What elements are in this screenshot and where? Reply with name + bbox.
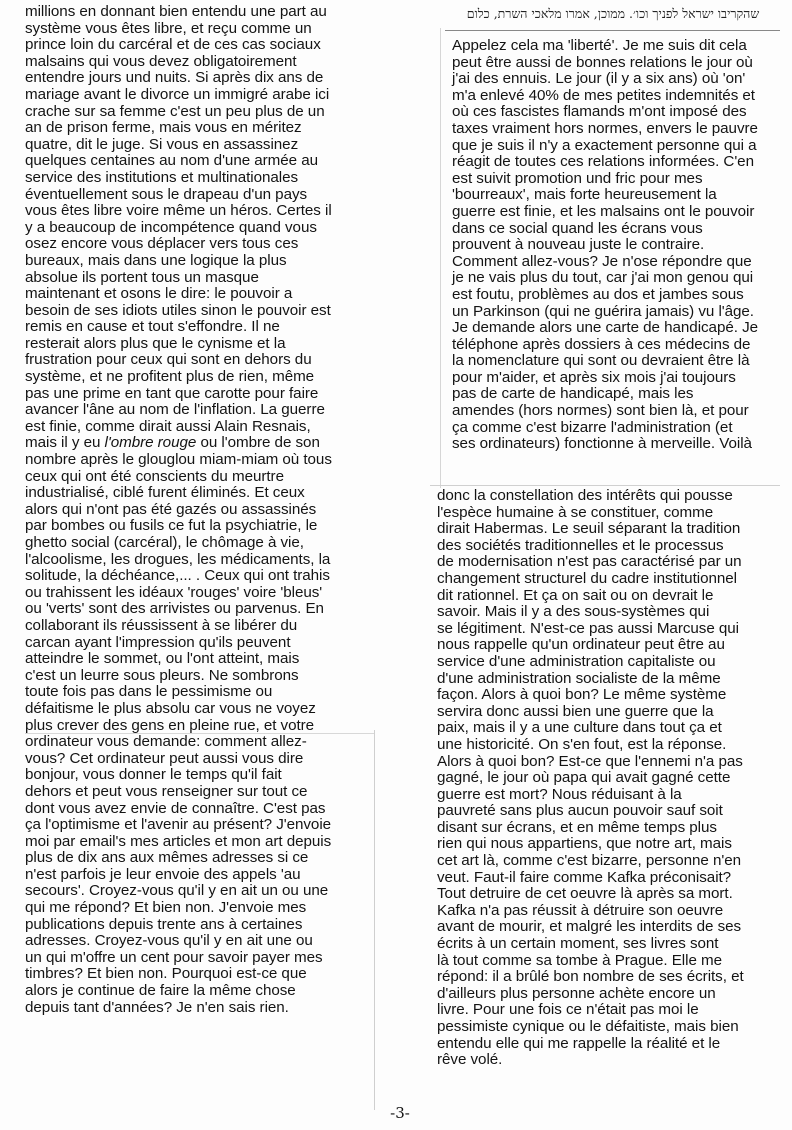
paste-seam-right [430, 485, 780, 486]
hebrew-header-line: שהקריבו ישראל לפניך וכו׳. ממוכן, אמרו מלאכי השרת, כלום [466, 6, 760, 21]
left-text-part-1: millions en donnant bien entendu une part au système vous êtes libre, et reçu comme un prince loin du carcéral et de ces cas sociaux malsains qui vous devez obligatoirement entendre jours und nuits. Si après dix ans de mariage avant le divorce un immigré arabe ici crache sur sa femme c'est un peu plus de un an de prison ferme, mais vous en méritez quatre, dit le juge. Si vous en assassinez quelques centaines au nom d'une armée au service des institutions et multinationales éventuellement sous le drapeau d'un pays vous êtes libre voire même un héros. Certes il y a beaucoup de incompétence quand vous osez encore vous déplacer vers tous ces bureaux, mais dans une logique la plus absolue ils portent tous un masque maintenant et osons le dire: le pouvoir a besoin de ses idiots utiles sinon le pouvoir est remis en cause et tout s'effondre. Il ne resterait alors plus que le cynisme et la frustration pour ceux qui sont en dehors du système, et ne profitent plus de rien, même pas une prime en tant que carotte pour faire avancer l'âne au nom de l'inflation. La guerre est finie, comme dirait aussi Alain Resnais, mais il y eu [25, 3, 332, 452]
italic-film-title: l'ombre rouge [104, 434, 197, 452]
right-column-top [452, 38, 782, 453]
left-column-paragraph [25, 4, 385, 1016]
page-number: -3- [390, 1104, 410, 1122]
right-column-bottom [437, 488, 782, 1069]
left-text-part-2: ou l'ombre de son nombre après le glouglou miam-miam où tous ceux qui ont été conscients du meurtre industrialisé, ciblé furent éliminés. Et ceux alors qui n'ont pas été gazés ou assassinés par bombes ou fusils ce fut la psychiatrie, le ghetto social (carcéral), le chômage à vie, l'alcoolisme, les drogues, les médicaments, la solitude, la déchéance,... . Ceux qui ont trahis ou trahissent les idéaux 'rouges' voire 'bleus' ou 'verts' sont des arrivistes ou parvenus. En collaborant ils réussissent à se libérer du carcan ayant l'impression qu'ils peuvent atteindre le sommet, ou l'ont atteint, mais c'est un leurre sous pleurs. Ne sombrons toute fois pas dans le pessimisme ou défaitisme le plus absolu car vous ne voyez plus crever des gens en pleine rue, et votre ordinateur vous demande: comment allez- vous? Cet ordinateur peut aussi vous dire bonjour, vous donner le temps qu'il fait dehors et peut vous renseigner sur tout ce dont vous avez envie de connaître. C'est pas ça l'optimisme et l'avenir au présent? J'envoie moi par email's mes articles et mon art depuis plus de dix ans aux mêmes adresses si ce n'est parfois je leur envoie des appels 'au secours'. Croyez-vous qu'il y en ait un ou une qui me répond? Et bien non. J'envoie mes publications depuis trente ans à certaines adresses. Croyez-vous qu'il y en ait une ou un qui m'offre un cent pour savoir payer mes timbres? Et bien non. Pourquoi est-ce que alors je continue de faire la même chose depuis tant d'années? Je n'en sais rien. [25, 434, 332, 1016]
column-divider-right [440, 28, 441, 488]
right-bottom-paragraph: donc la constellation des intérêts qui pousse l'espèce humaine à se constituer, comme dirait Habermas. Le seuil séparant la tradition des sociétés traditionnelles et le processus de modernisation n'est pas caractérisé par un changement structurel du cadre institutionnel dit rationnel. Et ça on sait ou on devrait le savoir. Mais il y a des sous-systèmes qui se légitiment. N'est-ce pas aussi Marcuse qui nous rappelle qu'un ordinateur peut être au service d'une administration capitaliste ou d'une administration socialiste de la même façon. Alors à quoi bon? Le même système servira donc aussi bien une guerre que la paix, mais il y a une culture dans tout ça et une historicité. On s'en fout, est la réponse. Alors à quoi bon? Est-ce que l'ennemi n'a pas gagné, le jour où papa qui avait gagné cette guerre est mort? Nous réduisant à la pauvreté sans plus aucun pouvoir sauf soit disant sur écrans, et en même temps plus rien qui nous appartiens, que notre art, mais cet art là, comme c'est bizarre, personne n'en veut. Faut-il faire comme Kafka préconisait? Tout detruire de cet oeuvre là après sa mort. Kafka n'a pas réussit à détruire son oeuvre avant de mourir, et malgré les interdits de ses écrits à un certain moment, ses livres sont là tout comme sa tombe à Prague. Elle me répond: il a brûlé bon nombre de ses écrits, et d'ailleurs plus personne achète encore un livre. Pour une fois ce n'était pas moi le pessimiste cynique ou le défaitiste, mais bien entendu elle qui me rappelle la réalité et le rêve volé. [437, 487, 744, 1069]
left-column [25, 4, 385, 1016]
header-rule [445, 30, 780, 31]
right-top-paragraph: Appelez cela ma 'liberté'. Je me suis dit cela peut être aussi de bonnes relations le jour où j'ai des ennuis. Le jour (il y a six ans) où 'on' m'a enlevé 40% de mes petites indemnités et où ces fascistes flamands m'ont imposé des taxes vraiment hors normes, envers le pauvre que je suis il n'y a exactement personne qui a réagit de toutes ces relations informées. C'en est suivit promotion und fric pour mes 'bourreaux', mais forte heureusement la guerre est finie, et les malsains ont le pouvoir dans ce social quand les écrans vous prouvent à nouveau juste le contraire. Comment allez-vous? Je n'ose répondre que je ne vais plus du tout, car j'ai mon genou qui est foutu, problèmes au dos et jambes sous un Parkinson (qui ne guérira jamais) vu l'âge. Je demande alors une carte de handicapé. Je téléphone après dossiers à ces médecins de la nomenclature qui sont ou devraient être là pour m'aider, et après six mois j'ai toujours pas de carte de handicapé, mais les amendes (hors normes) sont bien là, et pour ça comme c'est bizarre l'administration (et ses ordinateurs) fonctionne à merveille. Voilà [452, 37, 759, 453]
